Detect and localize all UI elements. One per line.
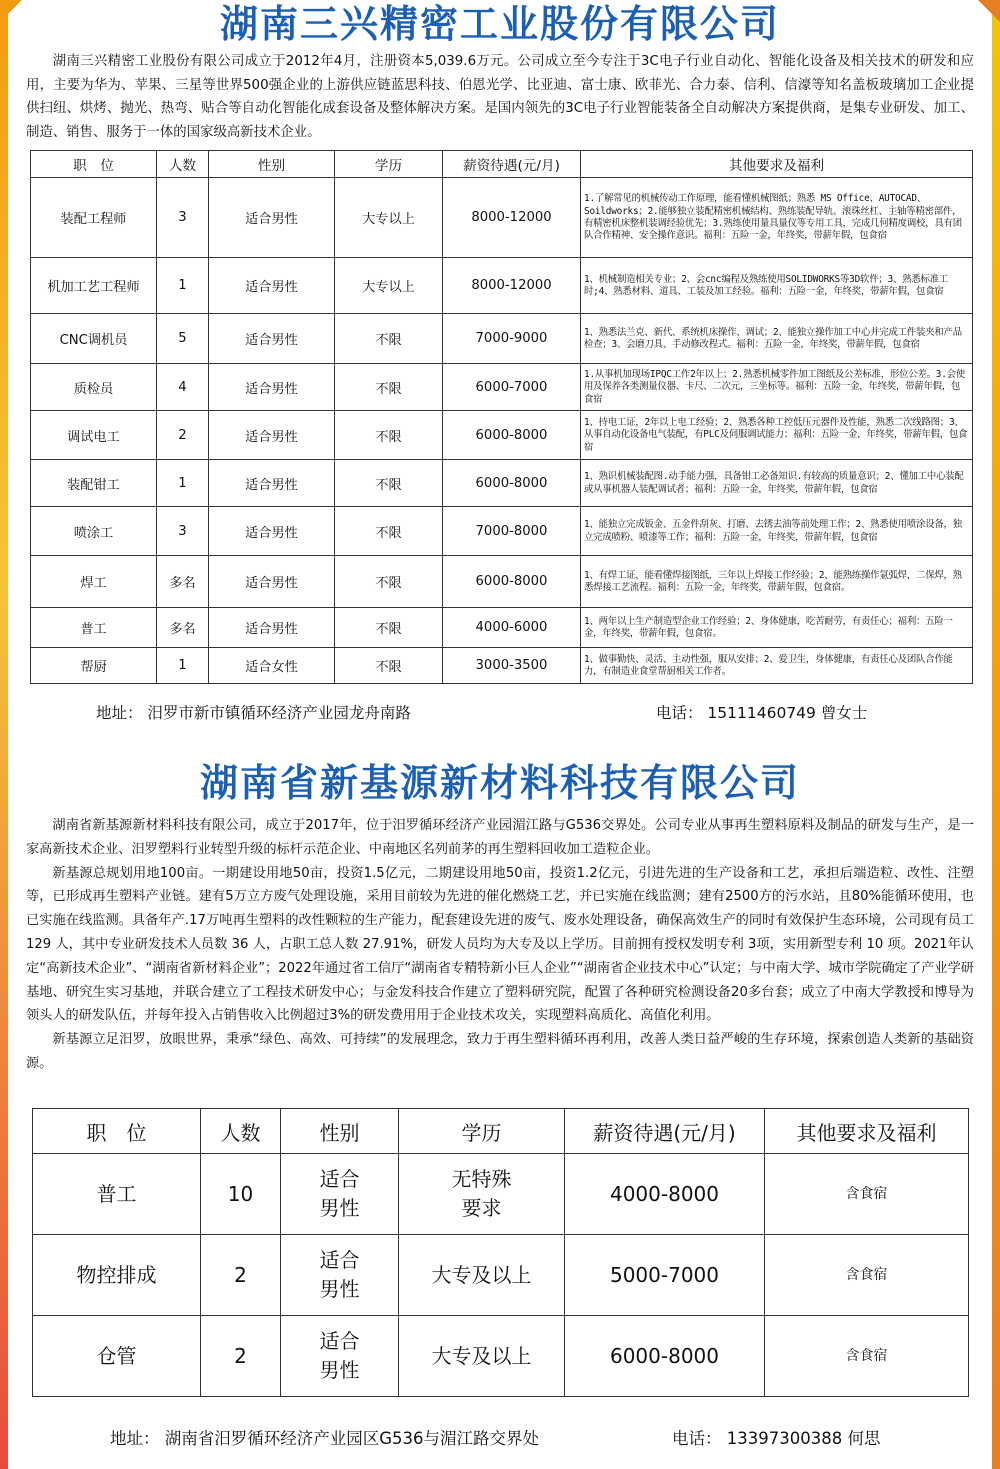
- job-gender: 适合男性: [209, 608, 335, 648]
- job-count: 3: [157, 507, 209, 556]
- job-position: 普工: [33, 1154, 201, 1235]
- header-requirements: 其他要求及福利: [765, 1109, 969, 1154]
- job-education: 不限: [335, 411, 443, 460]
- job-requirements: 含食宿: [765, 1235, 969, 1316]
- job-education: 无特殊 要求: [399, 1154, 565, 1235]
- job-salary: 6000-8000: [443, 411, 581, 460]
- table-row: [31, 507, 973, 556]
- job-salary: 8000-12000: [443, 258, 581, 314]
- job-count: 1: [157, 460, 209, 507]
- header-education: 学历: [335, 151, 443, 178]
- job-gender: 适合男性: [209, 460, 335, 507]
- job-count: 5: [157, 314, 209, 364]
- job-count: 多名: [157, 556, 209, 608]
- table-header-row: [31, 151, 973, 178]
- table-row: [31, 411, 973, 460]
- job-education: 不限: [335, 608, 443, 648]
- company1-contact: [96, 700, 926, 726]
- job-salary: 6000-8000: [565, 1316, 765, 1397]
- job-gender: 适合男性: [209, 258, 335, 314]
- company1-title: 湖南三兴精密工业股份有限公司: [219, 2, 780, 46]
- job-gender: 适合男性: [209, 364, 335, 411]
- header-requirements: 其他要求及福利: [581, 151, 973, 178]
- table-row: [31, 608, 973, 648]
- job-salary: 6000-7000: [443, 364, 581, 411]
- company2-phone: 电话： 13397300388 何思: [672, 1429, 881, 1448]
- company1-phone: 电话： 15111460749 曾女士: [656, 704, 868, 722]
- job-position: 焊工: [31, 556, 157, 608]
- job-position: 质检员: [31, 364, 157, 411]
- header-salary: 薪资待遇(元/月): [565, 1109, 765, 1154]
- corner-decoration: [978, 0, 1000, 22]
- job-salary: 4000-6000: [443, 608, 581, 648]
- header-position: 职 位: [31, 151, 157, 178]
- table-header-row: [33, 1109, 969, 1154]
- table-row: [33, 1154, 969, 1235]
- job-count: 4: [157, 364, 209, 411]
- job-requirements: 含食宿: [765, 1316, 969, 1397]
- table-row: [31, 258, 973, 314]
- job-position: 机加工艺工程师: [31, 258, 157, 314]
- job-gender: 适合女性: [209, 648, 335, 684]
- job-count: 1: [157, 648, 209, 684]
- left-edge-decoration: [0, 0, 8, 1469]
- job-position: 帮厨: [31, 648, 157, 684]
- company2-section: [26, 756, 974, 1448]
- table-row: [31, 364, 973, 411]
- job-gender: 适合 男性: [281, 1235, 399, 1316]
- job-education: 不限: [335, 314, 443, 364]
- job-requirements: 含食宿: [765, 1154, 969, 1235]
- company2-intro-paragraph: 新基源立足汨罗，放眼世界，秉承“绿色、高效、可持续”的发展理念，致力于再生塑料循环再利用，改善人类日益严峻的生存环境，探索创造人类新的基础资源。: [26, 1032, 974, 1071]
- job-requirements: 1、能独立完成钣金、五金件刮灰、打磨、去锈去油等前处理工作；2、熟悉使用喷涂设备，独立完成喷粉、喷漆等工作；福利：五险一金，年终奖，带薪年假，包食宿: [581, 507, 973, 556]
- job-salary: 5000-7000: [565, 1235, 765, 1316]
- job-requirements: 1、机械制造相关专业；2、会cnc编程及熟练使用SOLIDWORKS等3D软件；3、熟悉标准工时;4、熟悉材料、道具、工装及加工经验。福利：五险一金，年终奖，带薪年假，包食宿: [581, 258, 973, 314]
- job-requirements: 1、持电工证，2年以上电工经验；2、熟悉各种工控低压元器件及性能，熟悉二次线路图；3、从事自动化设备电气装配，有PLC及伺服调试能力；福利：五险一金，年终奖，带薪年假，包食宿: [581, 411, 973, 460]
- job-position: 喷涂工: [31, 507, 157, 556]
- job-position: 装配工程师: [31, 178, 157, 258]
- job-count: 2: [201, 1316, 281, 1397]
- job-requirements: 1.从事机加现场IPQC工作2年以上；2.熟悉机械零件加工图纸及公差标准，形位公差。3.会使用及保养各类测量仪器、卡尺、二次元，三坐标等。福利：五险一金，年终奖，带薪年假，包食宿: [581, 364, 973, 411]
- company1-jobs-table: [30, 150, 973, 684]
- job-count: 2: [201, 1235, 281, 1316]
- job-count: 10: [201, 1154, 281, 1235]
- job-position: 调试电工: [31, 411, 157, 460]
- company2-intro-paragraph: 新基源总规划用地100亩。一期建设用地50亩，投资1.5亿元，二期建设用地50亩，投资1.2亿元，引进先进的生产设备和工艺，承担后端造粒、改性、注塑等，已形成再生塑料产业链。建有5万立方废气处理设施，采用目前较为先进的催化燃烧工艺，并已实施在线监测；建有2500方的污水站，且80%能循环使用，也已实施在线监测。具备年产.17万吨再生塑料的改性颗粒的生产能力，配套建设先进的废气、废水处理设备，确保高效生产的同时有效保护生态环境，公司现有员工 129 人，其中专业研发技术人员数 36 人，占职工总人数 27.91%，研发人员均为大专及以上学历。目前拥有授权发明专利 3项，实用新型专利 10 项。2021年认定“高新技术企业”、“湖南省新材料企业”；2022年通过省工信厅“湖南省专精特新小巨人企业”“湖南省企业技术中心”认定；与中南大学、城市学院确定了产业学研基地、研究生实习基地，并联合建立了工程技术研发中心；与金发科技合作建立了塑料研究院，配置了各种研究检测设备20多台套；成立了中南大学教授和博导为领头人的研发队伍，并每年投入占销售收入比例超过3%的研发费用用于企业技术攻关，实现塑料高质化、高值化利用。: [26, 865, 974, 1024]
- job-count: 多名: [157, 608, 209, 648]
- job-position: 装配钳工: [31, 460, 157, 507]
- company2-contact: [110, 1424, 940, 1454]
- job-gender: 适合男性: [209, 178, 335, 258]
- table-row: [31, 460, 973, 507]
- company1-section: [26, 0, 974, 722]
- job-education: 大专及以上: [399, 1235, 565, 1316]
- job-salary: 4000-8000: [565, 1154, 765, 1235]
- job-requirements: 1、做事勤快、灵活、主动性强，服从安排；2、爱卫生，身体健康，有责任心及团队合作能力，有制造业食堂帮厨相关工作者。: [581, 648, 973, 684]
- header-salary: 薪资待遇(元/月): [443, 151, 581, 178]
- job-education: 不限: [335, 556, 443, 608]
- table-row: [31, 556, 973, 608]
- job-salary: 6000-8000: [443, 556, 581, 608]
- job-gender: 适合男性: [209, 507, 335, 556]
- job-education: 大专及以上: [399, 1316, 565, 1397]
- job-requirements: 1、熟识机械装配图.动手能力强，具备钳工必备知识.有较高的质量意识；2、懂加工中心装配或从事机器人装配调试者；福利：五险一金，年终奖，带薪年假，包食宿: [581, 460, 973, 507]
- company1-intro: 湖南三兴精密工业股份有限公司成立于2012年4月，注册资本5,039.6万元。公司成立至今专注于3C电子行业自动化、智能化设备及相关技术的研发和应用，主要为华为、苹果、三星等世界500强企业的上游供应链蓝思科技、伯恩光学、比亚迪、富士康、欧菲光、合力泰、信利、信濠等知名盖板玻璃加工企业提供扫纽、烘烤、抛光、热弯、贴合等自动化智能化成套设备及整体解决方案。是国内领先的3C电子行业智能装备全自动解决方案提供商，是集专业研发、加工、制造、销售、服务于一体的国家级高新技术企业。: [26, 54, 974, 140]
- company2-intro-paragraph: 湖南省新基源新材料科技有限公司，成立于2017年，位于汨罗循环经济产业园湄江路与G536交界处。公司专业从事再生塑料原料及制品的研发与生产，是一家高新技术企业、汨罗塑料行业转型升级的标杆示范企业、中南地区名列前茅的再生塑料回收加工造粒企业。: [26, 818, 974, 857]
- company2-jobs-table: [32, 1108, 969, 1397]
- job-count: 2: [157, 411, 209, 460]
- job-position: 仓管: [33, 1316, 201, 1397]
- job-education: 大专以上: [335, 258, 443, 314]
- job-requirements: 1、两年以上生产制造型企业工作经验；2、身体健康，吃苦耐劳，有责任心；福利：五险一金，年终奖，带薪年假，包食宿。: [581, 608, 973, 648]
- job-salary: 7000-9000: [443, 314, 581, 364]
- job-education: 大专以上: [335, 178, 443, 258]
- job-gender: 适合男性: [209, 411, 335, 460]
- company2-address: 地址： 湖南省汨罗循环经济产业园区G536与湄江路交界处: [110, 1429, 540, 1448]
- job-salary: 7000-8000: [443, 507, 581, 556]
- job-education: 不限: [335, 364, 443, 411]
- job-gender: 适合 男性: [281, 1316, 399, 1397]
- job-count: 3: [157, 178, 209, 258]
- company2-title: 湖南省新基源新材料科技有限公司: [199, 761, 800, 805]
- header-gender: 性别: [281, 1109, 399, 1154]
- job-education: 不限: [335, 460, 443, 507]
- company1-address: 地址： 汨罗市新市镇循环经济产业园龙舟南路: [96, 704, 411, 722]
- job-count: 1: [157, 258, 209, 314]
- job-position: CNC调机员: [31, 314, 157, 364]
- table-row: [33, 1316, 969, 1397]
- header-gender: 性别: [209, 151, 335, 178]
- table-row: [33, 1235, 969, 1316]
- job-salary: 6000-8000: [443, 460, 581, 507]
- table-row: [31, 178, 973, 258]
- corner-decoration: [0, 0, 22, 22]
- job-requirements: 1、有焊工证，能看懂焊接图纸，三年以上焊接工作经验；2、能熟练操作氩弧焊，二保焊，熟悉焊接工艺流程。福利：五险一金，年终奖，带薪年假，包食宿。: [581, 556, 973, 608]
- job-gender: 适合男性: [209, 314, 335, 364]
- job-gender: 适合 男性: [281, 1154, 399, 1235]
- table-row: [31, 648, 973, 684]
- job-position: 物控排成: [33, 1235, 201, 1316]
- job-salary: 8000-12000: [443, 178, 581, 258]
- job-requirements: 1、熟悉法兰克、新代、系统机床操作、调试；2、能独立操作加工中心并完成工件装夹和产品检查；3、会磨刀具、手动修改程式。福利：五险一金，年终奖，带薪年假，包食宿: [581, 314, 973, 364]
- header-position: 职 位: [33, 1109, 201, 1154]
- job-salary: 3000-3500: [443, 648, 581, 684]
- job-education: 不限: [335, 507, 443, 556]
- header-count: 人数: [201, 1109, 281, 1154]
- right-edge-decoration: [992, 0, 1000, 1469]
- job-position: 普工: [31, 608, 157, 648]
- table-row: [31, 314, 973, 364]
- header-count: 人数: [157, 151, 209, 178]
- job-gender: 适合男性: [209, 556, 335, 608]
- company2-intro: [26, 814, 974, 1076]
- job-education: 不限: [335, 648, 443, 684]
- job-requirements: 1.了解常见的机械传动工作原理，能看懂机械图纸；熟悉 MS Office、AUTOCAD、Soildworks；2.能够独立装配精密机械结构、熟练装配导轨、滚珠丝杠、主轴等精密部件，有精密机床整机装调经验优先；3.熟练使用量具量仪等专用工具，完成几何精度调校，具有团队合作精神、安全操作意识。福利：五险一金，年终奖，带薪年假，包食宿: [581, 178, 973, 258]
- header-education: 学历: [399, 1109, 565, 1154]
